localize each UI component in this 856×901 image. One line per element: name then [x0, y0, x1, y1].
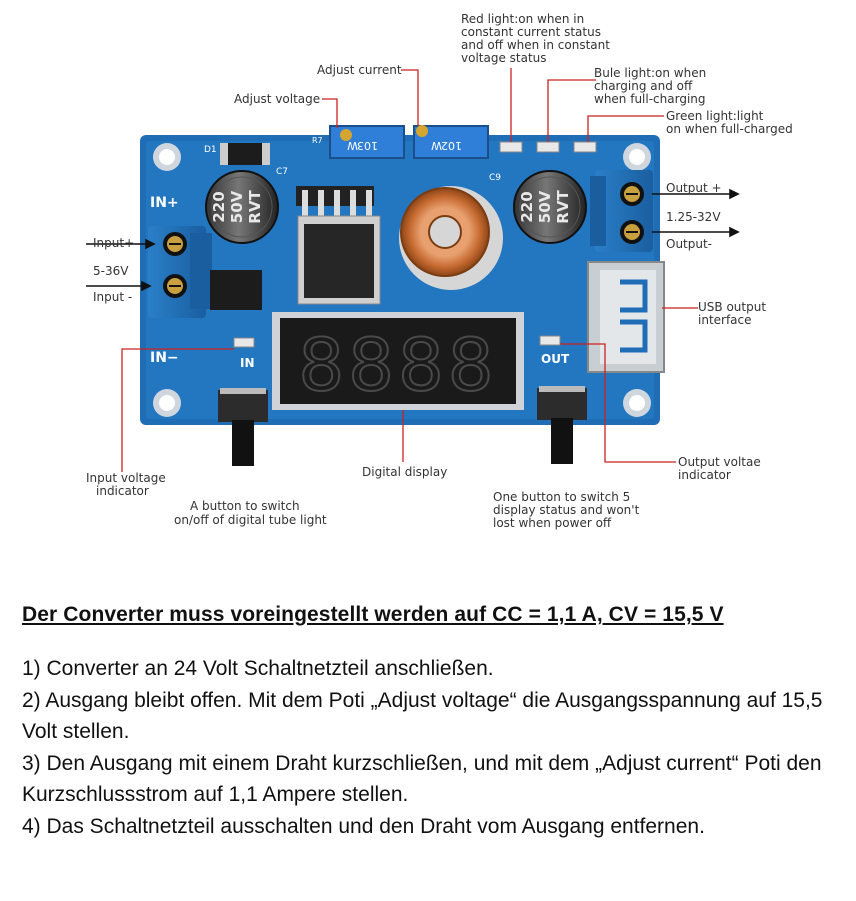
smd-diode [210, 270, 262, 310]
input-indicator-led [234, 338, 254, 347]
callout-output-minus: Output- [666, 237, 713, 251]
callout-blue-light-1: Bule light:on when [594, 66, 707, 80]
capacitor-left [206, 171, 278, 243]
callout-input-minus: Input - [93, 290, 133, 304]
board-label-out: OUT [541, 352, 570, 366]
output-terminal [590, 170, 653, 252]
instruction-step-3: 3) Den Ausgang mit einem Draht kurzschließen, und mit dem „Adjust current“ Poti den Kurzschlussstrom auf 1,1 Ampere stellen. [22, 751, 822, 806]
callout-red-light-1: Red light:on when in [461, 12, 585, 26]
callout-button-light-1: A button to switch [190, 499, 300, 513]
potentiometer-adjust-current[interactable] [414, 125, 488, 158]
cap-right-line2: 50V [536, 190, 554, 224]
callout-green-light-2: on when full-charged [666, 122, 793, 136]
cap-left-line3: RVT [246, 190, 264, 224]
callout-red-light-2: constant current status [461, 25, 601, 39]
callout-input-range: 5-36V [93, 264, 129, 278]
callout-blue-light-3: when full-charging [594, 92, 706, 106]
instruction-step-1: 1) Converter an 24 Volt Schaltnetzteil anschließen. [22, 657, 494, 680]
pot-left-code: 103 [357, 139, 378, 152]
pot-right-w: W [431, 139, 442, 152]
callout-green-light-1: Green light:light [666, 109, 764, 123]
callout-usb-2: interface [698, 313, 752, 327]
instruction-step-2: 2) Ausgang bleibt offen. Mit dem Poti „Adjust voltage“ die Ausgangsspannung auf 15,5 Volt stellen. [22, 688, 823, 743]
board-label-in: IN [240, 356, 255, 370]
output-indicator-led [540, 336, 560, 345]
usb-port [588, 262, 664, 372]
callout-output-indicator-1: Output voltae [678, 455, 761, 469]
callout-usb-1: USB output [698, 300, 767, 314]
instruction-step-4: 4) Das Schaltnetzteil ausschalten und den Draht vom Ausgang entfernen. [22, 814, 705, 838]
display-digits: 8888 [298, 323, 498, 407]
potentiometer-adjust-voltage[interactable] [330, 126, 404, 158]
digital-display [272, 312, 524, 410]
board-label-in-minus: IN− [150, 350, 179, 366]
callout-digital-display: Digital display [362, 465, 448, 479]
pot-left-w: W [347, 139, 358, 152]
board-label-c9: C9 [489, 173, 502, 183]
callout-red-light-4: voltage status [461, 51, 547, 65]
status-leds [500, 142, 596, 152]
pot-right-code: 102 [441, 139, 462, 152]
callout-input-indicator-2: indicator [96, 484, 149, 498]
instructions-heading: Der Converter muss voreingestellt werden auf CC = 1,1 A, CV = 15,5 V [22, 603, 724, 626]
callout-output-range: 1.25-32V [666, 210, 721, 224]
callout-red-light-3: and off when in constant [461, 38, 610, 52]
cap-right-line3: RVT [554, 190, 572, 224]
callout-button-status-1: One button to switch 5 [493, 490, 631, 504]
display-light-button[interactable] [218, 388, 268, 466]
instructions [22, 603, 842, 842]
callout-blue-light-2: charging and off [594, 79, 693, 93]
cap-left-line1: 220 [210, 191, 228, 223]
cap-right-line1: 220 [518, 191, 536, 223]
callout-output-plus: Output + [666, 181, 722, 195]
callout-button-status-3: lost when power off [493, 516, 612, 530]
board-label-in-plus: IN+ [150, 195, 179, 211]
cap-left-line2: 50V [228, 190, 246, 224]
callout-adjust-voltage: Adjust voltage [234, 92, 321, 106]
callout-button-light-2: on/off of digital tube light [174, 513, 327, 527]
input-terminal [148, 226, 212, 318]
board-label-c7: C7 [276, 167, 289, 177]
callout-input-indicator-1: Input voltage [86, 471, 166, 485]
board-label-d1: D1 [204, 145, 217, 155]
regulator-chip [296, 186, 380, 304]
callout-output-indicator-2: indicator [678, 468, 731, 482]
capacitor-right [514, 171, 586, 243]
board-label-r7: R7 [312, 136, 323, 145]
callout-button-status-2: display status and won't [493, 503, 640, 517]
toroid-inductor [399, 186, 503, 290]
callout-input-plus: Input+ [93, 236, 135, 250]
callout-adjust-current: Adjust current [317, 63, 402, 77]
